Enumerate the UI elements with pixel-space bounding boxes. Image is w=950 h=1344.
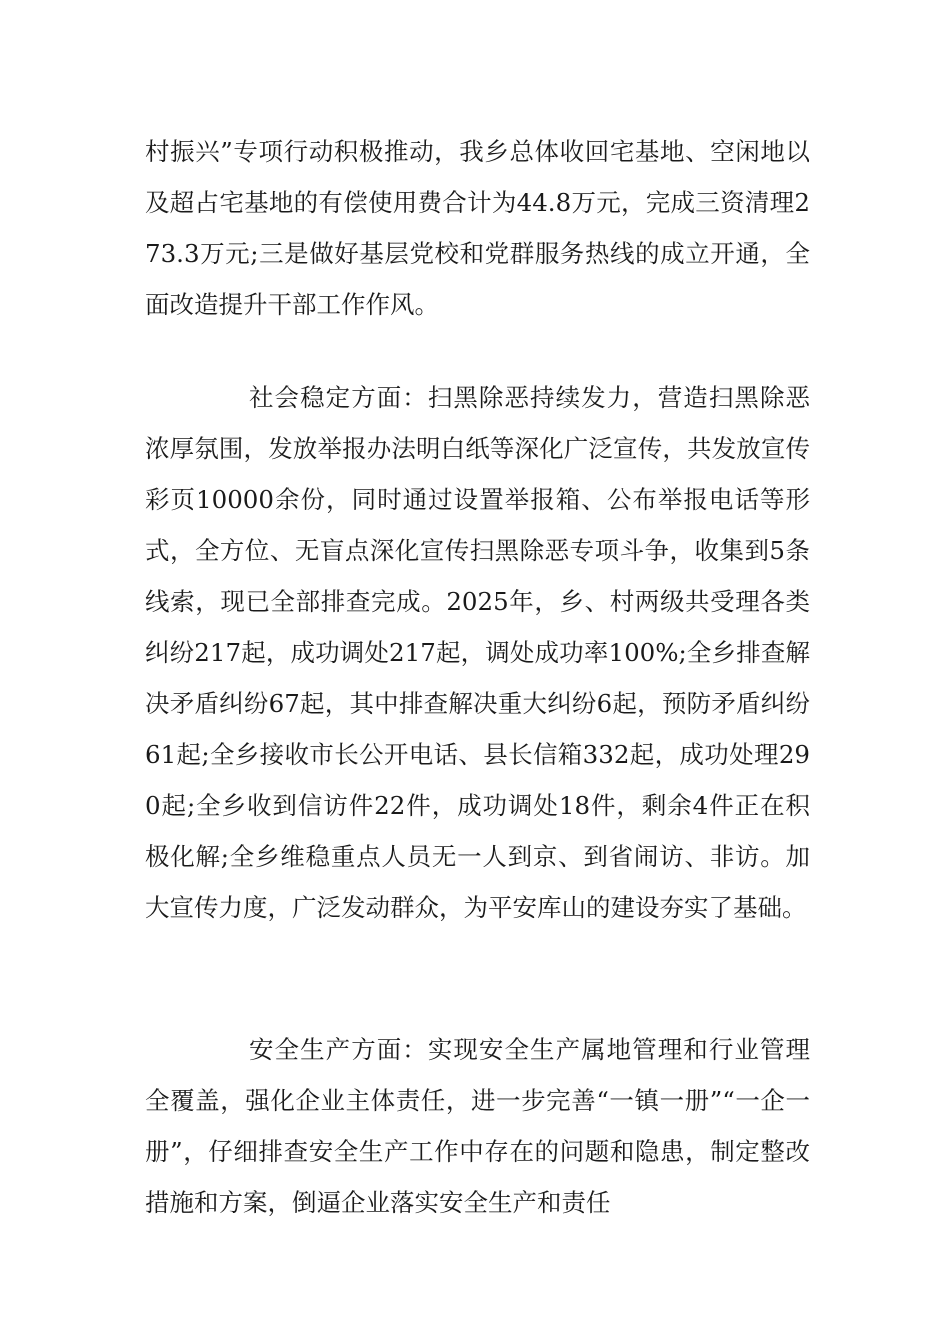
paragraph-social-stability: 社会稳定方面：扫黑除恶持续发力，营造扫黑除恶浓厚氛围，发放举报办法明白纸等深化广泛宣传，共发放宣传彩页10000余份，同时通过设置举报箱、公布举报电话等形式，全方位、无盲点深化宣传扫黑除恶专项斗争，收集到5条线索，现已全部排查完成。2025年，乡、村两级共受理各类纠纷217起，成功调处217起，调处成功率100%;全乡排查解决矛盾纠纷67起，其中排查解决重大纠纷6起，预防矛盾纠纷61起;全乡接收市长公开电话、县长信箱332起，成功处理290起;全乡收到信访件22件，成功调处18件，剩余4件正在积极化解;全乡维稳重点人员无一人到京、到省闹访、非访。加大宣传力度，广泛发动群众，为平安库山的建设夯实了基础。	[145, 383, 810, 922]
paragraph-continuation: 村振兴”专项行动积极推动，我乡总体收回宅基地、空闲地以及超占宅基地的有偿使用费合计为44.8万元，完成三资清理273.3万元;三是做好基层党校和党群服务热线的成立开通，全面改造提升干部工作作风。	[145, 137, 810, 319]
paragraph-safety-production: 安全生产方面：实现安全生产属地管理和行业管理全覆盖，强化企业主体责任，进一步完善“一镇一册”“一企一册”，仔细排查安全生产工作中存在的问题和隐患，制定整改措施和方案，倒逼企业落实安全生产和责任	[145, 1035, 810, 1217]
